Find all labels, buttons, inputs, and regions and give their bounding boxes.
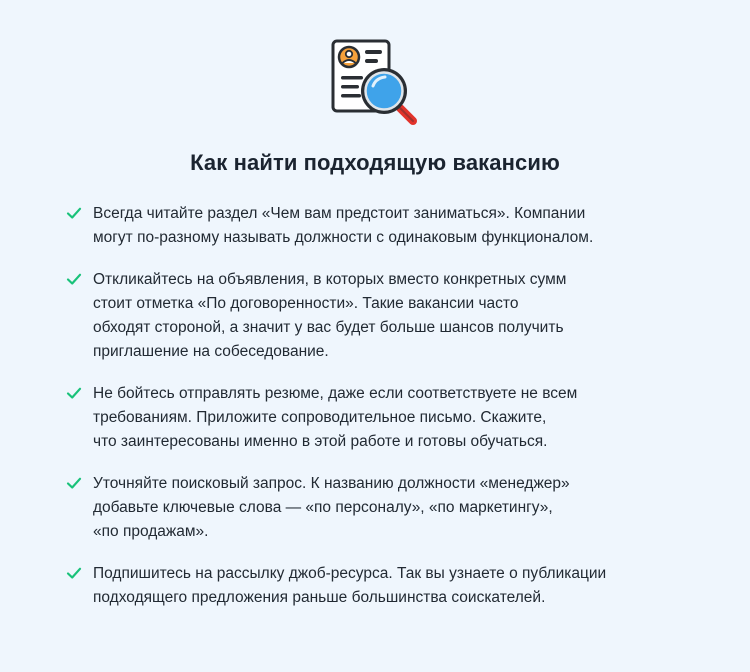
tip-line: «по продажам». bbox=[93, 523, 209, 540]
tip-line: Всегда читайте раздел «Чем вам предстоит заниматься». Компании bbox=[93, 205, 586, 222]
tip-line: Уточняйте поисковый запрос. К названию должности «менеджер» bbox=[93, 475, 570, 492]
tip-line: приглашение на собеседование. bbox=[93, 343, 329, 360]
check-icon bbox=[66, 385, 82, 401]
tip-line: Откликайтесь на объявления, в которых вместо конкретных сумм bbox=[93, 271, 567, 288]
tip-line: Подпишитесь на рассылку джоб-ресурса. Так вы узнаете о публикации bbox=[93, 565, 607, 582]
list-item bbox=[66, 562, 706, 610]
list-item bbox=[66, 268, 706, 364]
tips-list bbox=[66, 202, 706, 610]
tip-line: Не бойтесь отправлять резюме, даже если соответствуете не всем bbox=[93, 385, 578, 402]
check-icon bbox=[66, 475, 82, 491]
resume-search-icon bbox=[330, 38, 422, 130]
tip-line: обходят стороной, а значит у вас будет больше шансов получить bbox=[93, 319, 564, 336]
check-icon bbox=[66, 271, 82, 287]
tip-line: добавьте ключевые слова — «по персоналу», «по маркетингу», bbox=[93, 499, 553, 516]
tip-line: могут по-разному называть должности с одинаковым функционалом. bbox=[93, 229, 594, 246]
check-icon bbox=[66, 565, 82, 581]
tip-line: требованиям. Приложите сопроводительное письмо. Скажите, bbox=[93, 409, 547, 426]
list-item bbox=[66, 202, 706, 250]
tip-line: подходящего предложения раньше большинства соискателей. bbox=[93, 589, 546, 606]
tip-line: что заинтересованы именно в этой работе и готовы обучаться. bbox=[93, 433, 548, 450]
list-item bbox=[66, 472, 706, 544]
page-title: Как найти подходящую вакансию bbox=[190, 150, 560, 175]
tip-line: стоит отметка «По договоренности». Такие вакансии часто bbox=[93, 295, 519, 312]
check-icon bbox=[66, 205, 82, 221]
list-item bbox=[66, 382, 706, 454]
